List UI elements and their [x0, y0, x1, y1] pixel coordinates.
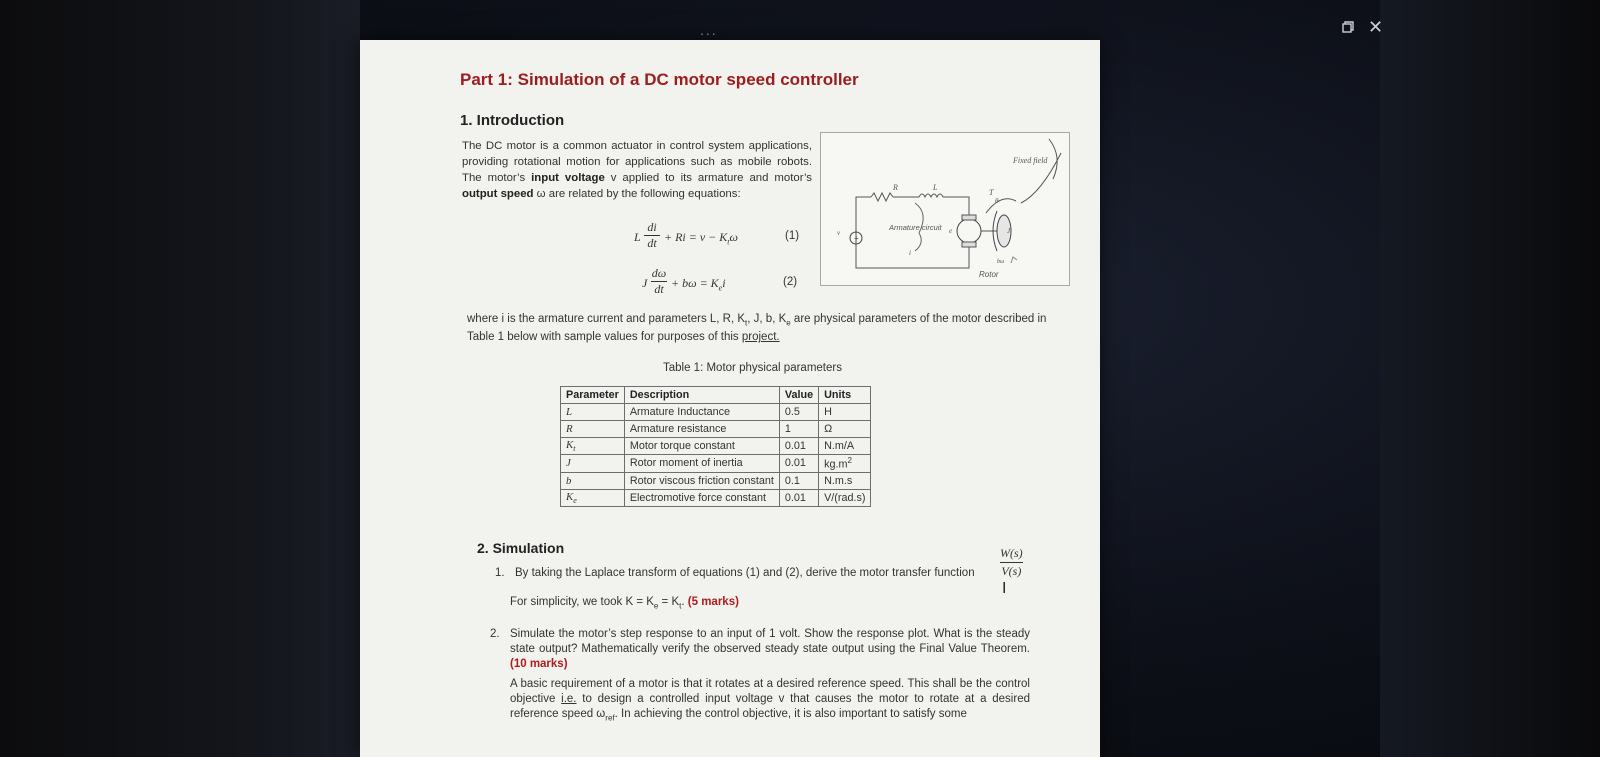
table-cell-parameter: R [561, 421, 625, 438]
svg-text:Rotor: Rotor [979, 270, 999, 279]
parameters-description-paragraph: where i is the armature current and parameters L, R, $K_t$, J, b, $K_e$ are physical parameters of the motor described in Table 1 below with sample values for purposes of this project. [467, 313, 1047, 344]
table-row [561, 421, 871, 438]
monitor-bezel-right [1380, 0, 1600, 757]
svg-text:e: e [949, 227, 953, 235]
table-cell-parameter: L [561, 404, 625, 421]
dc-motor-circuit-diagram [820, 132, 1070, 286]
table-header: Description [624, 387, 779, 404]
table-cell-value: 0.01 [779, 455, 818, 473]
svg-text:J: J [1007, 227, 1011, 235]
table-cell-value: 0.01 [779, 438, 818, 455]
transfer-function-fraction: W(s) V(s) [1000, 546, 1023, 578]
equation-2-number: (2) [783, 276, 798, 288]
table-cell-units: H [819, 404, 871, 421]
table-cell-units: $kg.m^2$ [819, 455, 871, 473]
question-1-note: For simplicity, we took $K = K_e = K_t$. (5 marks) [510, 596, 739, 611]
table-cell-description: Electromotive force constant [624, 489, 779, 506]
question-1: 1. By taking the Laplace transform of equations (1) and (2), derive the motor transfer function [495, 567, 975, 579]
equation-1-number: (1) [785, 230, 800, 242]
table-row [561, 438, 871, 455]
table-row [561, 404, 871, 421]
intro-paragraph: The DC motor is a common actuator in control system applications, providing rotational motion for applications such as mobile robots. The motor’s input voltage v applied to its armature and motor’s output speed ω are related by the following equations: [462, 140, 812, 200]
svg-text:L: L [933, 183, 938, 192]
svg-text:R: R [893, 183, 898, 192]
table-cell-units: V/(rad.s) [819, 489, 871, 506]
table-header: Units [819, 387, 871, 404]
svg-text:i: i [909, 249, 911, 257]
table-cell-parameter: J [561, 455, 625, 473]
table-cell-units: N.m.s [819, 472, 871, 489]
table-row [561, 472, 871, 489]
table-cell-parameter: $K_t$ [561, 438, 625, 455]
text-cursor-icon: I [1002, 580, 1007, 597]
svg-text:T: T [989, 188, 994, 197]
close-icon[interactable]: ✕ [1368, 17, 1384, 37]
table-header-row [561, 387, 871, 404]
svg-text:bω: bω [997, 259, 1005, 265]
resistor-symbol [871, 193, 893, 201]
svg-text:θ: θ [995, 197, 999, 205]
table-header: Parameter [561, 387, 625, 404]
inductor-symbol [919, 194, 943, 197]
table-cell-value: 1 [779, 421, 818, 438]
control-objective-paragraph: A basic requirement of a motor is that it rotates at a desired reference speed. This shall be the control objective i.e. to design a controlled input voltage v that causes the motor to rotate at a desired reference speed $\omega_{ref}$. In achieving the control objective, it is also important to satisfy some [510, 678, 1030, 723]
table-cell-description: Armature resistance [624, 421, 779, 438]
table-caption: Table 1: Motor physical parameters [663, 362, 842, 374]
restore-icon[interactable] [1342, 20, 1354, 38]
table-row [561, 489, 871, 506]
svg-text:v: v [837, 229, 841, 237]
table-cell-parameter: $K_e$ [561, 489, 625, 506]
table-cell-value: 0.01 [779, 489, 818, 506]
table-cell-parameter: b [561, 472, 625, 489]
window-drag-dots[interactable]: ... [700, 22, 718, 38]
table-cell-value: 0.5 [779, 404, 818, 421]
section-heading-introduction: 1. Introduction [460, 112, 565, 129]
marks-badge: (5 marks) [687, 596, 739, 608]
circuit-svg [821, 133, 1069, 285]
document-page[interactable]: Part 1: Simulation of a DC motor speed controller 1. Introduction The DC motor is a common actuator in control system applications, providing rotational motion for applications such as mobile robots. The motor’s input voltage v applied to its armature and motor’s output speed ω are related by the following equations: L di dt + $Ri = v - K_t\omega$ (1) J dω dt + $b\omega = K_ei$ (2) + Fixed field R L Armature circuit i v e T θ J bω Rotor where i is the armature current and parameters L, R, $K_t$, J, b, $K_e$ are physical parameters of the motor described in Table 1 below with sample values for purposes of this project. Table 1: Motor physical parameters Parameter Description Value Units L Armature Inductance 0.5 H R Armature resistance 1 Ω $K_t$ Motor torque constant 0.01 N.m/A J Rotor moment of inertia 0.01 $kg.m^2$ b Rotor viscous friction constant 0.1 N.m.s $K_e$ Electromotive force constant 0.01 V/(rad.s) 2. Simulation 1. By taking the Laplace transform of equations (1) and (2), derive the motor transfer function W(s) V(s) I For simplicity, we took $K = K_e = K_t$. (5 marks) 2. Simulate the motor’s step response to an input of 1 volt. Show the response plot. What is the steady state output? Mathematically verify the observed steady state output using the Final Value Theorem. (10 marks) A basic requirement of a motor is that it rotates at a desired reference speed. This shall be the control objective i.e. to design a controlled input voltage v that causes the motor to rotate at a desired reference speed $\omega_{ref}$. In achieving the control objective, it is also important to satisfy some [360, 40, 1100, 757]
table-cell-value: 0.1 [779, 472, 818, 489]
table-header: Value [779, 387, 818, 404]
project-link[interactable]: project. [741, 331, 780, 344]
table-cell-description: Rotor moment of inertia [624, 455, 779, 473]
table-cell-description: Armature Inductance [624, 404, 779, 421]
table-cell-units: Ω [819, 421, 871, 438]
table-row [561, 455, 871, 473]
table-cell-description: Rotor viscous friction constant [624, 472, 779, 489]
marks-badge: (10 marks) [510, 658, 568, 670]
table-cell-units: N.m/A [819, 438, 871, 455]
section-heading-simulation: 2. Simulation [477, 540, 565, 556]
page-title: Part 1: Simulation of a DC motor speed controller [460, 70, 859, 89]
question-2: 2. Simulate the motor’s step response to an input of 1 volt. Show the response plot. What is the steady state output? Mathematically verify the observed steady state output using the Final Value Theorem. (10 marks) [490, 628, 1030, 670]
motor-symbol [957, 219, 981, 243]
fig-fixed-field: Fixed field [1013, 156, 1048, 165]
motor-parameters-table [560, 386, 871, 507]
svg-text:+: + [854, 234, 859, 243]
table-cell-description: Motor torque constant [624, 438, 779, 455]
svg-text:Armature circuit: Armature circuit [889, 223, 942, 232]
monitor-bezel-left [0, 0, 360, 757]
